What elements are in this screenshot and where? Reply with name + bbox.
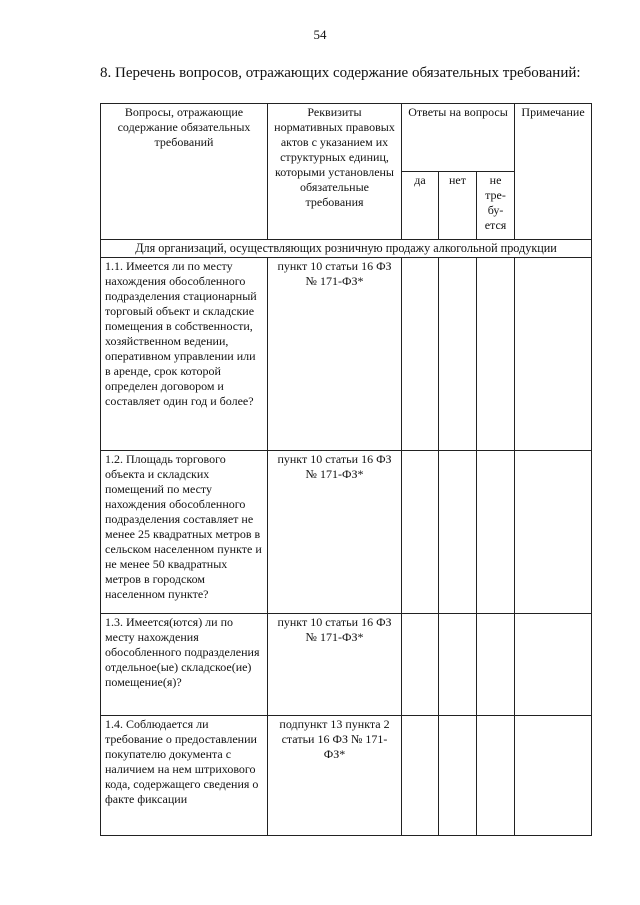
question-cell: 1.4. Соблюдается ли требование о предоставлении покупателю документа с наличием на нем штрихового кода, содержащего сведения о факте фиксации: [101, 716, 268, 836]
table-header-row: [101, 104, 592, 172]
header-no: нет: [439, 172, 477, 240]
header-note: Примечание: [515, 104, 592, 240]
note-cell[interactable]: [515, 716, 592, 836]
answer-no-cell[interactable]: [439, 258, 477, 451]
note-cell[interactable]: [515, 451, 592, 614]
answer-not-required-cell[interactable]: [477, 614, 515, 716]
header-requisites: Реквизиты нормативных правовых актов с указанием их структурных единиц, которыми установлены обязательные требования: [268, 104, 402, 240]
answer-not-required-cell[interactable]: [477, 716, 515, 836]
question-cell: 1.1. Имеется ли по месту нахождения обособленного подразделения стационарный торговый объект и складские помещения в собственности, хозяйственном ведении, оперативном управлении или в аренде, срок которой определен договором и составляет один год и более?: [101, 258, 268, 451]
requirements-table: [100, 103, 592, 836]
question-cell: 1.3. Имеется(ются) ли по месту нахождения обособленного подразделения отдельное(ые) складское(ие) помещение(я)?: [101, 614, 268, 716]
answer-yes-cell[interactable]: [402, 451, 439, 614]
table-row: [101, 451, 592, 614]
section-heading: 8. Перечень вопросов, отражающих содержание обязательных требований:: [100, 65, 581, 81]
table-row: [101, 258, 592, 451]
answer-not-required-cell[interactable]: [477, 451, 515, 614]
table-row: [101, 716, 592, 836]
reference-cell: пункт 10 статьи 16 ФЗ № 171-ФЗ*: [268, 258, 402, 451]
reference-cell: подпункт 13 пункта 2 статьи 16 ФЗ № 171-ФЗ*: [268, 716, 402, 836]
note-cell[interactable]: [515, 258, 592, 451]
section-title: Для организаций, осуществляющих розничную продажу алкогольной продукции: [101, 240, 592, 258]
header-not-required: не тре-бу-ется: [477, 172, 515, 240]
answer-no-cell[interactable]: [439, 716, 477, 836]
answer-no-cell[interactable]: [439, 614, 477, 716]
table-row: [101, 614, 592, 716]
header-questions: Вопросы, отражающие содержание обязательных требований: [101, 104, 268, 240]
header-answers: Ответы на вопросы: [402, 104, 515, 172]
note-cell[interactable]: [515, 614, 592, 716]
reference-cell: пункт 10 статьи 16 ФЗ № 171-ФЗ*: [268, 614, 402, 716]
section-row: [101, 240, 592, 258]
answer-not-required-cell[interactable]: [477, 258, 515, 451]
question-cell: 1.2. Площадь торгового объекта и складских помещений по месту нахождения обособленного подразделения составляет не менее 25 квадратных метров в сельском населенном пункте и не менее 50 квадратных метров в городском населенном пункте?: [101, 451, 268, 614]
page-number: 54: [313, 27, 327, 42]
answer-yes-cell[interactable]: [402, 258, 439, 451]
answer-no-cell[interactable]: [439, 451, 477, 614]
answer-yes-cell[interactable]: [402, 716, 439, 836]
reference-cell: пункт 10 статьи 16 ФЗ № 171-ФЗ*: [268, 451, 402, 614]
header-yes: да: [402, 172, 439, 240]
answer-yes-cell[interactable]: [402, 614, 439, 716]
